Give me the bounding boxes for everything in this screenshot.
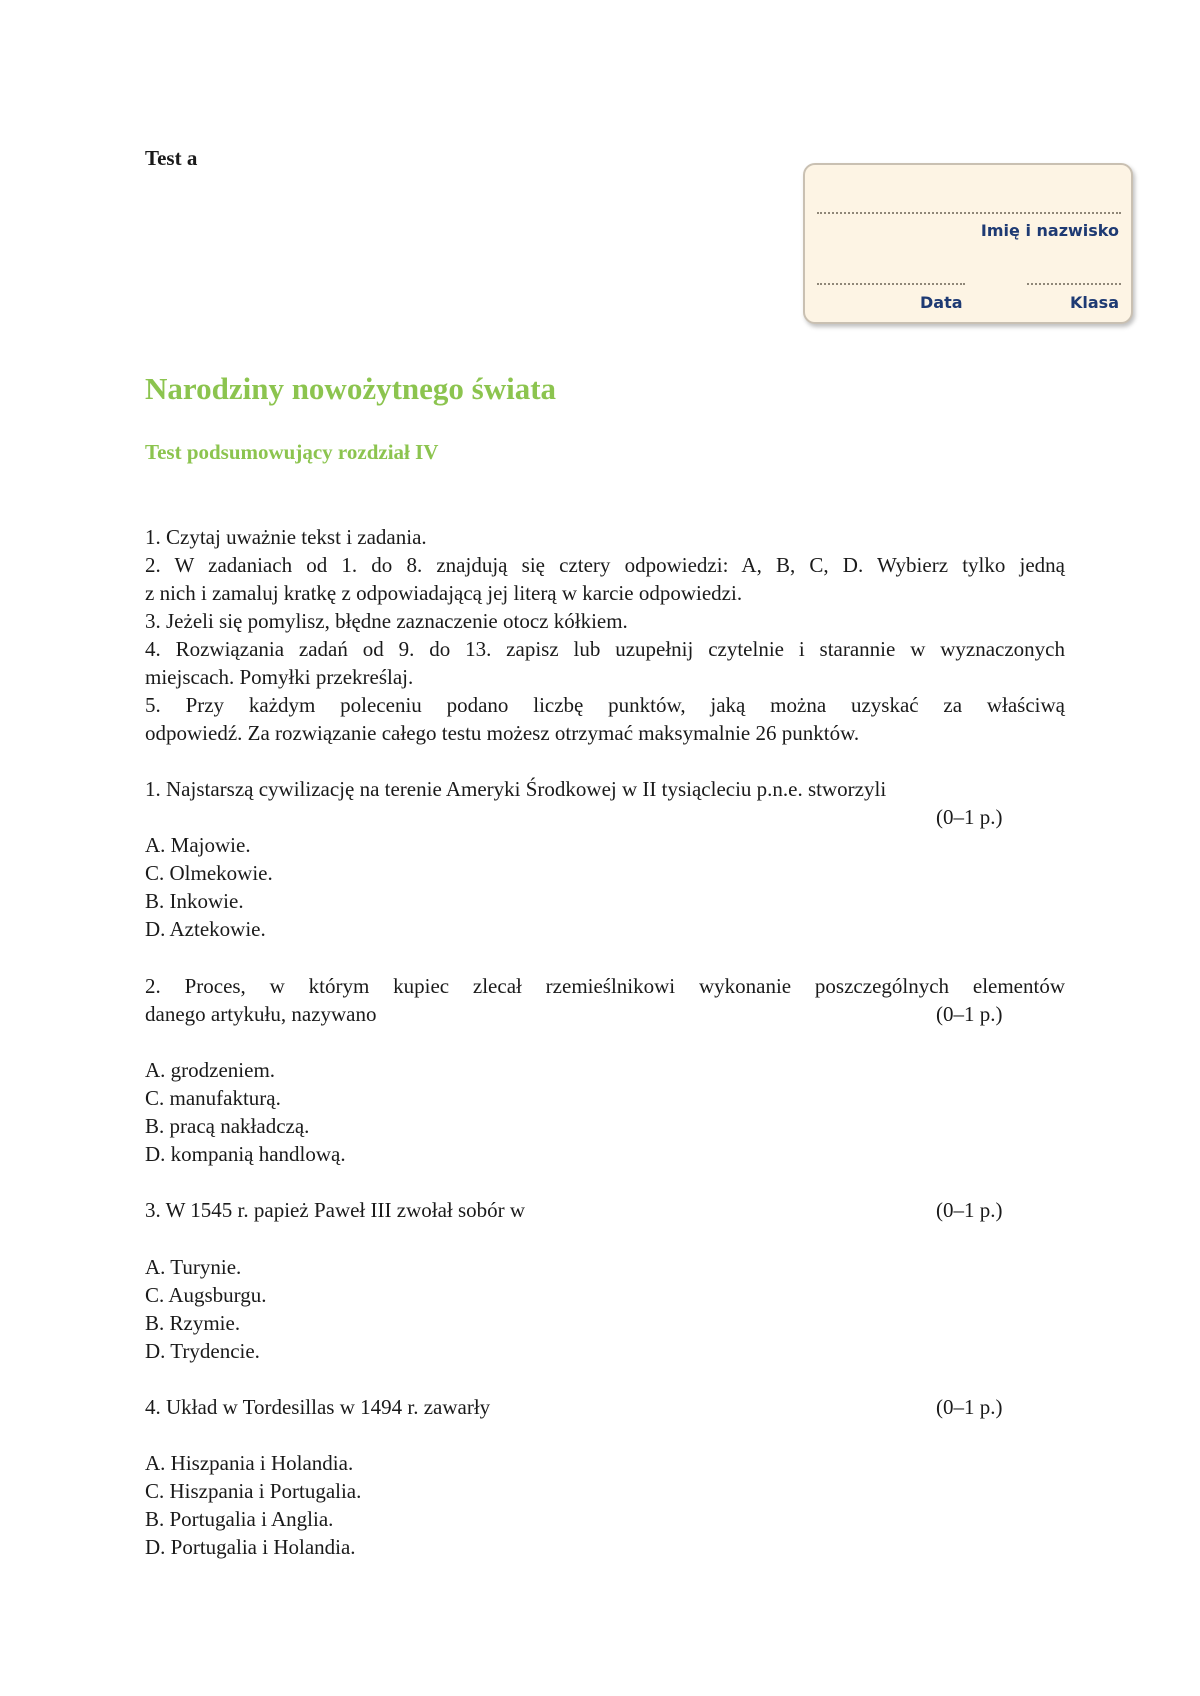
class-dotted-line[interactable] [1027,283,1121,285]
class-label: Klasa [1070,293,1119,312]
question-4-text: 4. Układ w Tordesillas w 1494 r. zawarły [145,1395,491,1419]
instruction-2: 2. W zadaniach od 1. do 8. znajdują się cztery odpowiedzi: A, B, C, D. Wybierz tylko jedną [145,553,1065,577]
question-1-option-d[interactable]: D. Aztekowie. [145,917,266,941]
question-3-option-a[interactable]: A. Turynie. [145,1255,242,1279]
instruction-3: 3. Jeżeli się pomylisz, błędne zaznaczenie otocz kółkiem. [145,609,628,633]
name-label: Imię i nazwisko [980,221,1119,240]
question-1-points: (0–1 p.) [936,805,1003,829]
question-2-option-d[interactable]: D. kompanią handlową. [145,1142,346,1166]
student-info-box [803,163,1133,324]
question-1-option-c[interactable]: C. Olmekowie. [145,861,273,885]
question-1-option-a[interactable]: A. Majowie. [145,833,251,857]
question-4-option-c[interactable]: C. Hiszpania i Portugalia. [145,1479,362,1503]
instruction-4: 4. Rozwiązania zadań od 9. do 13. zapisz lub uzupełnij czytelnie i starannie w wyznaczonych [145,637,1065,661]
page-subtitle: Test podsumowujący rozdział IV [145,440,439,464]
question-3-option-b[interactable]: B. Rzymie. [145,1311,241,1335]
question-2-text-cont: danego artykułu, nazywano [145,1002,377,1026]
instruction-2-cont: z nich i zamaluj kratkę z odpowiadającą jej literą w karcie odpowiedzi. [145,581,743,605]
question-4-option-b[interactable]: B. Portugalia i Anglia. [145,1507,334,1531]
question-4-option-a[interactable]: A. Hiszpania i Holandia. [145,1451,354,1475]
question-3-text: 3. W 1545 r. papież Paweł III zwołał sobór w [145,1198,526,1222]
question-2-option-c[interactable]: C. manufakturą. [145,1086,281,1110]
question-3-option-d[interactable]: D. Trydencie. [145,1339,260,1363]
question-2-option-b[interactable]: B. pracą nakładczą. [145,1114,310,1138]
date-dotted-line[interactable] [817,283,965,285]
instruction-4-cont: miejscach. Pomyłki przekreślaj. [145,665,414,689]
question-3-points: (0–1 p.) [936,1198,1003,1222]
test-variant-label: Test a [145,146,198,170]
question-4-option-d[interactable]: D. Portugalia i Holandia. [145,1535,356,1559]
question-1-text: 1. Najstarszą cywilizację na terenie Ameryki Środkowej w II tysiącleciu p.n.e. stworzyli [145,777,887,801]
instruction-1: 1. Czytaj uważnie tekst i zadania. [145,525,427,549]
question-1-option-b[interactable]: B. Inkowie. [145,889,244,913]
question-2-option-a[interactable]: A. grodzeniem. [145,1058,276,1082]
question-2-points: (0–1 p.) [936,1002,1003,1026]
page-title: Narodziny nowożytnego świata [145,371,557,406]
question-3-option-c[interactable]: C. Augsburgu. [145,1283,267,1307]
question-2-text: 2. Proces, w którym kupiec zlecał rzemieślnikowi wykonanie poszczególnych elementów [145,974,1065,998]
question-4-points: (0–1 p.) [936,1395,1003,1419]
name-dotted-line[interactable] [817,212,1121,214]
date-label: Data [920,293,963,312]
instruction-5-cont: odpowiedź. Za rozwiązanie całego testu możesz otrzymać maksymalnie 26 punktów. [145,721,860,745]
instruction-5: 5. Przy każdym poleceniu podano liczbę punktów, jaką można uzyskać za właściwą [145,693,1065,717]
